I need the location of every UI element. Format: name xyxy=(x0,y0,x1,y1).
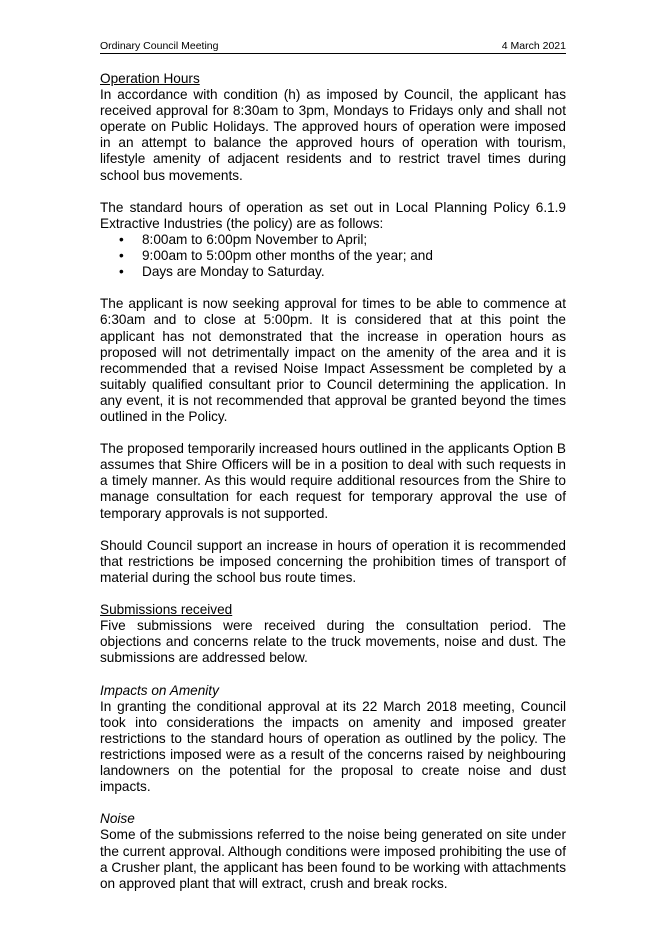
applicant-seeking-paragraph: The applicant is now seeking approval for times to be able to commence at 6:30am and to close at 5:00pm. It is considered that at this point the applicant has not demonstrated that the increase in operation hours as proposed will not detrimentally impact on the amenity of the area and it is recommended that a revised Noise Impact Assessment be completed by a suitably qualified consultant prior to Council determining the application. In any event, it is not recommended that approval be granted beyond the times outlined in the Policy. xyxy=(100,296,566,424)
impacts-heading: Impacts on Amenity xyxy=(100,682,219,698)
submissions-heading: Submissions received xyxy=(100,602,233,618)
list-item-text: 8:00am to 6:00pm November to April; xyxy=(142,231,368,247)
standard-hours-list xyxy=(100,232,566,280)
list-item-text: Days are Monday to Saturday. xyxy=(142,264,325,280)
noise-heading: Noise xyxy=(100,811,135,827)
bullet-icon: • xyxy=(119,264,124,280)
meeting-title: Ordinary Council Meeting xyxy=(100,40,219,52)
document-body xyxy=(100,71,566,908)
list-item xyxy=(100,248,566,264)
submissions-paragraph: Five submissions were received during the consultation period. The objections and concerns relate to the truck movements, noise and dust. The submissions are addressed below. xyxy=(100,618,566,666)
impacts-paragraph: In granting the conditional approval at its 22 March 2018 meeting, Council took into considerations the impacts on amenity and imposed greater restrictions to the standard hours of operation as outlined by the policy. The restrictions imposed were as a result of the concerns raised by neighbouring landowners on the potential for the proposal to create noise and dust impacts. xyxy=(100,698,566,795)
noise-section xyxy=(100,811,566,827)
operation-hours-paragraph-1: In accordance with condition (h) as imposed by Council, the applicant has received approval for 8:30am to 3pm, Mondays to Fridays only and shall not operate on Public Holidays. The approved hours of operation were imposed in an attempt to balance the approved hours of operation with tourism, lifestyle amenity of adjacent residents and to restrict travel times during school bus movements. xyxy=(100,87,566,183)
option-b-paragraph: The proposed temporarily increased hours outlined in the applicants Option B assumes that Shire Officers will be in a position to deal with such requests in a timely manner. As this would require additional resources from the Shire to manage consultation for each request for temporary approval the use of temporary approvals is not supported. xyxy=(100,441,566,521)
operation-hours-section xyxy=(100,71,566,87)
header-divider xyxy=(100,53,566,54)
noise-paragraph: Some of the submissions referred to the noise being generated on site under the current approval. Although conditions were imposed prohibiting the use of a Crusher plant, the applicant has been found to be working with attachments on approved plant that will extract, crush and break rocks. xyxy=(100,827,566,891)
standard-hours-paragraph: The standard hours of operation as set out in Local Planning Policy 6.1.9 Extractive Industries (the policy) are as follows: xyxy=(100,199,566,231)
page-header xyxy=(100,40,566,52)
bullet-icon: • xyxy=(119,248,124,264)
list-item-text: 9:00am to 5:00pm other months of the year; and xyxy=(142,248,433,264)
list-item xyxy=(100,232,566,248)
list-item xyxy=(100,264,566,280)
meeting-date: 4 March 2021 xyxy=(501,40,566,52)
council-support-paragraph: Should Council support an increase in hours of operation it is recommended that restrictions be imposed concerning the prohibition times of transport of material during the school bus route times. xyxy=(100,537,566,585)
operation-hours-heading: Operation Hours xyxy=(100,71,200,86)
submissions-section xyxy=(100,602,566,618)
bullet-icon: • xyxy=(119,231,124,247)
impacts-section xyxy=(100,683,566,699)
